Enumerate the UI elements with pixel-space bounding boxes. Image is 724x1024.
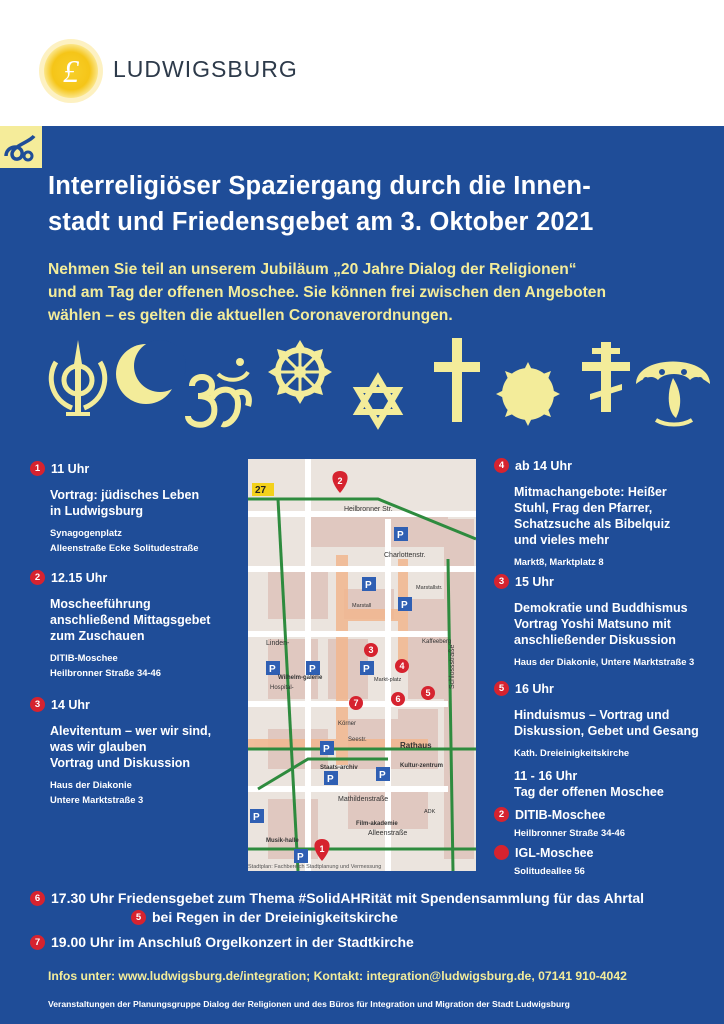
logo-text: LUDWIGSBURG — [113, 56, 298, 82]
event-title-line: in Ludwigsburg — [50, 504, 144, 518]
parking-label: P — [363, 664, 370, 675]
map-marker-4 — [395, 659, 409, 673]
street-label: Marstall — [352, 603, 372, 609]
street-label: Film-akademie — [356, 821, 398, 827]
city-map — [248, 459, 476, 871]
intro-line-2: und am Tag der offenen Moschee. Sie können frei zwischen den Angeboten — [48, 284, 606, 301]
prayer-text: 17.30 Uhr Friedensgebet zum Thema #SolidAHRität mit Spendensammlung für das Ahrtal — [51, 890, 645, 907]
street-label: Mathildenstraße — [338, 796, 389, 803]
street-label: ADK — [424, 809, 436, 815]
orthodox-cross-icon — [582, 342, 630, 412]
svg-text:1: 1 — [319, 844, 325, 854]
event-title-line: Vortrag Yoshi Matsuno mit — [514, 617, 671, 631]
prayer-line — [30, 889, 644, 906]
map-marker-3 — [364, 643, 378, 657]
event-place-line: Synagogenplatz — [50, 527, 122, 538]
parking-label: P — [327, 774, 334, 785]
dharma-wheel-icon — [268, 340, 332, 404]
parking-label: P — [309, 664, 316, 675]
event-place-line: Untere Marktstraße 3 — [50, 794, 144, 805]
concert-text: 19.00 Uhr im Anschluß Orgelkonzert in der Stadtkirche — [51, 934, 414, 951]
marker-badge: 3 — [30, 697, 45, 712]
street-label: Musik-halle — [266, 838, 299, 844]
street-label: Heilbronner Str. — [344, 506, 393, 513]
event-time: ab 14 Uhr — [515, 458, 572, 473]
map-marker-5 — [421, 686, 435, 700]
ditib-mosque — [494, 806, 714, 839]
title-line-2: stadt und Friedensgebet am 3. Oktober 2021 — [48, 208, 594, 236]
street-label: Staats-archiv — [320, 765, 358, 771]
event-title-line: Alevitentum – wer wir sind, — [50, 724, 212, 738]
svg-text:5: 5 — [425, 688, 431, 698]
event-title-line: Diskussion, Gebet und Gesang — [514, 724, 699, 738]
event-time: 15 Uhr — [515, 574, 554, 589]
event-title-line: anschließend Mittagsgebet — [50, 613, 211, 627]
event-place-line: Markt8, Marktplatz 8 — [514, 556, 604, 567]
map-graphic — [248, 459, 476, 871]
mosque-day — [514, 768, 714, 800]
parking-label: P — [297, 852, 304, 863]
map-marker-6 — [391, 692, 405, 706]
parking-label: P — [253, 812, 260, 823]
mosque-name: DITIB-Moschee — [515, 807, 606, 822]
rain-text: bei Regen in der Dreieinigkeitskirche — [152, 909, 398, 926]
event-2 — [30, 569, 240, 679]
road-27-label: 27 — [255, 485, 267, 496]
event-place-line: Haus der Diakonie — [50, 779, 132, 790]
svg-text:£: £ — [63, 53, 79, 89]
marker-badge: 4 — [494, 458, 509, 473]
event-place-line: Kath. Dreieinigkeitskirche — [514, 747, 630, 758]
header — [0, 0, 724, 126]
marker-badge: 6 — [30, 891, 45, 906]
ludwigsburg-logo-icon — [38, 38, 104, 104]
event-time: 16 Uhr — [515, 681, 554, 696]
event-time: 11 Uhr — [51, 461, 90, 476]
sun-icon — [496, 362, 560, 426]
svg-text:6: 6 — [395, 694, 401, 704]
event-title-line: Hinduismus – Vortrag und — [514, 708, 670, 722]
street-label: Hospital- — [270, 685, 294, 691]
page-title — [48, 168, 688, 240]
flourish-icon — [0, 126, 42, 168]
event-place-line: Haus der Diakonie, Untere Marktstraße 3 — [514, 656, 695, 667]
marker-dot — [494, 845, 509, 860]
mosque-address: Heilbronner Straße 34-46 — [514, 827, 625, 838]
street-label: Marstallstr. — [416, 585, 443, 591]
marker-badge: 5 — [131, 910, 146, 925]
event-title-line: was wir glauben — [50, 740, 147, 754]
peacock-icon — [636, 362, 710, 425]
event-time: 14 Uhr — [51, 697, 90, 712]
svg-text:4: 4 — [399, 661, 405, 671]
event-3b — [494, 573, 714, 668]
star-of-david-icon — [358, 378, 398, 424]
event-time: 12.15 Uhr — [51, 570, 108, 585]
street-label: Kaffeeberg — [422, 639, 452, 645]
event-title-line: Vortrag: jüdisches Leben — [50, 488, 200, 502]
parking-label: P — [365, 580, 372, 591]
marker-badge: 2 — [30, 570, 45, 585]
street-label: Linden- — [266, 640, 290, 647]
intro-line-3: wählen – es gelten die aktuellen Coronaverordnungen. — [48, 307, 453, 324]
om-icon — [188, 358, 249, 425]
svg-text:7: 7 — [353, 698, 359, 708]
mosque-time: 11 - 16 Uhr — [514, 769, 578, 783]
event-place-line: Alleenstraße Ecke Solitudestraße — [50, 542, 199, 553]
event-place-line: DITIB-Moschee — [50, 652, 118, 663]
mosque-name: IGL-Moschee — [515, 845, 594, 860]
event-4 — [494, 457, 714, 568]
event-1 — [30, 460, 240, 554]
mosque-address: Solitudeallee 56 — [514, 865, 585, 876]
map-credit: Stadtplan: Fachbereich Stadtplanung und Vermessung — [248, 864, 382, 870]
street-label: Wilhelm-galerie — [278, 675, 323, 681]
parking-label: P — [269, 664, 276, 675]
concert-line — [30, 933, 414, 950]
street-label: Kultur-zentrum — [400, 763, 443, 769]
title-line-1: Interreligiöser Spaziergang durch die Innen- — [48, 172, 591, 200]
khanda-icon — [51, 340, 105, 414]
intro-line-1: Nehmen Sie teil an unserem Jubiläum „20 Jahre Dialog der Religionen“ — [48, 261, 577, 278]
svg-text:2: 2 — [337, 476, 343, 486]
event-title-line: Stuhl, Frag den Pfarrer, — [514, 501, 653, 515]
crescent-icon — [116, 340, 186, 404]
igl-mosque — [494, 844, 714, 877]
event-title-line: Vortrag und Diskussion — [50, 756, 191, 770]
street-label: Schlossstraße — [449, 644, 456, 689]
svg-text:3: 3 — [368, 645, 374, 655]
event-title-line: anschließender Diskussion — [514, 633, 676, 647]
contact-info: Infos unter: www.ludwigsburg.de/integration; Kontakt: integration@ludwigsburg.de, 07141 910-4042 — [48, 969, 627, 983]
corner-badge — [0, 126, 42, 168]
street-label: Markt-platz — [374, 677, 402, 683]
mosque-day-title: Tag der offenen Moschee — [514, 785, 664, 799]
street-label: Charlottenstr. — [384, 552, 426, 559]
street-label: Körner — [338, 721, 357, 727]
rain-line — [131, 908, 398, 925]
event-title-line: Moscheeführung — [50, 597, 151, 611]
event-title-line: Demokratie und Buddhismus — [514, 601, 688, 615]
marker-badge: 1 — [30, 461, 45, 476]
intro-text — [48, 258, 708, 327]
cross-icon — [434, 338, 480, 422]
event-title-line: zum Zuschauen — [50, 629, 145, 643]
event-5 — [494, 680, 714, 759]
marker-badge: 7 — [30, 935, 45, 950]
parking-label: P — [323, 744, 330, 755]
event-place-line: Heilbronner Straße 34-46 — [50, 667, 161, 678]
event-3 — [30, 696, 245, 806]
event-title-line: Mitmachangebote: Heißer — [514, 485, 667, 499]
event-title-line: Schatzsuche als Bibelquiz — [514, 517, 671, 531]
marker-badge: 5 — [494, 681, 509, 696]
parking-label: P — [401, 600, 408, 611]
street-label: Alleenstraße — [368, 830, 408, 837]
marker-badge: 2 — [494, 807, 509, 822]
footer-note: Veranstaltungen der Planungsgruppe Dialog der Religionen und des Büros für Integration und Migration der Stadt Ludwigsburg — [48, 999, 570, 1009]
parking-label: P — [397, 530, 404, 541]
map-marker-7 — [349, 696, 363, 710]
religious-symbols — [42, 334, 714, 438]
parking-label: P — [379, 770, 386, 781]
event-title-line: und vieles mehr — [514, 533, 610, 547]
street-label: Seestr. — [348, 737, 367, 743]
marker-badge: 3 — [494, 574, 509, 589]
street-label: Rathaus — [400, 741, 432, 750]
